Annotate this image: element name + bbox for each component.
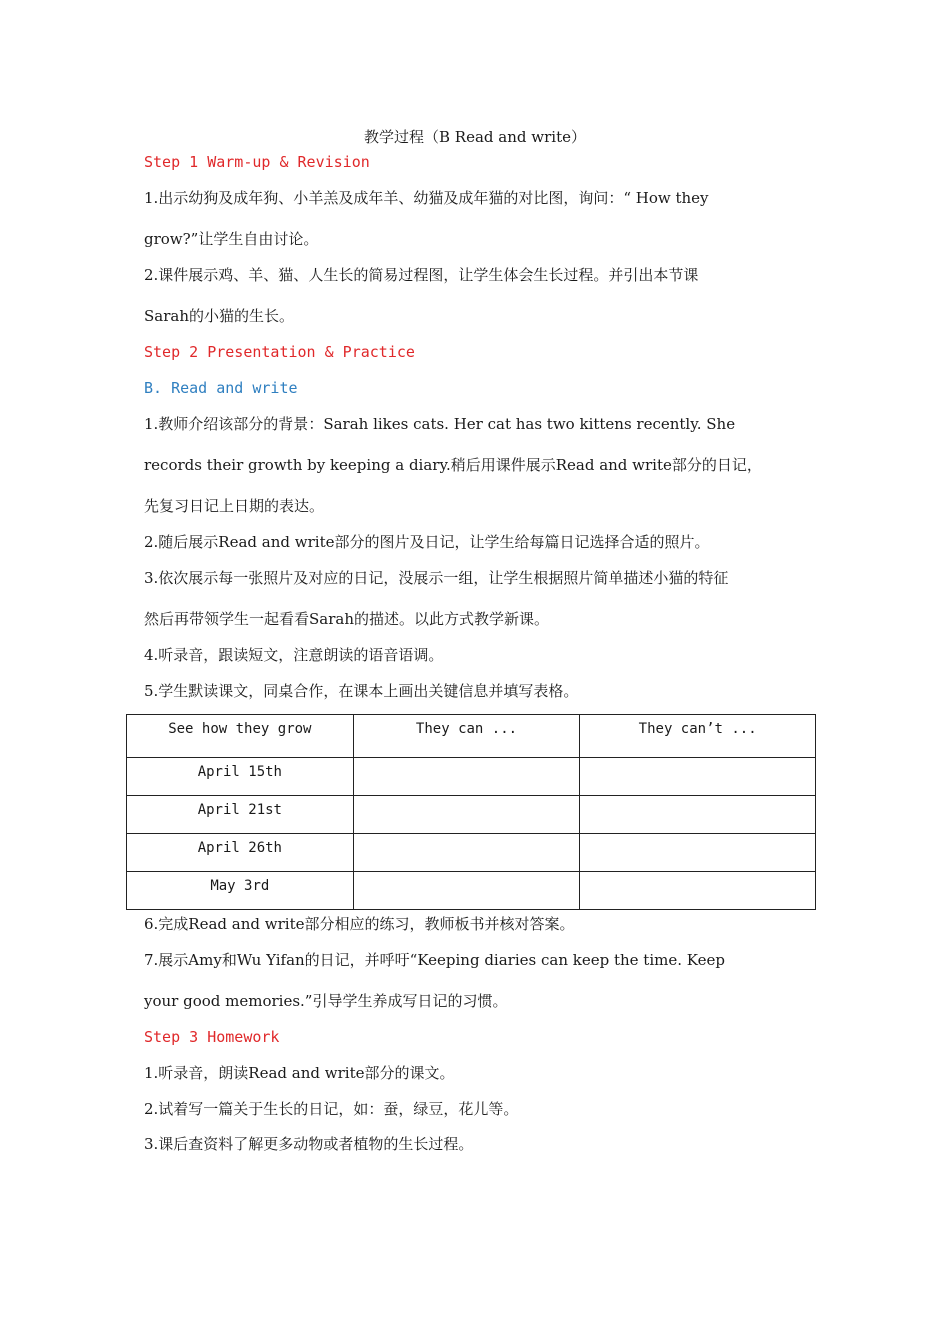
table-row bbox=[127, 872, 816, 910]
step2-subheading: B. Read and write bbox=[144, 379, 298, 397]
table-row bbox=[127, 834, 816, 872]
step2-item1-line2: records their growth by keeping a diary.稍后用课件展示Read and write部分的日记， bbox=[144, 456, 762, 474]
step3-item3: 3.课后查资料了解更多动物或者植物的生长过程。 bbox=[144, 1135, 474, 1153]
step2-item3-line1: 3.依次展示每一张照片及对应的日记，没展示一组，让学生根据照片简单描述小猫的特征 bbox=[144, 569, 729, 587]
page-title: 教学过程（B Read and write） bbox=[364, 128, 586, 146]
step2-item7-line2: your good memories.”引导学生养成写日记的习惯。 bbox=[144, 992, 508, 1010]
table-cell-date: April 21st bbox=[127, 796, 354, 834]
table-cell bbox=[580, 796, 816, 834]
table-cell-date: April 15th bbox=[127, 758, 354, 796]
table-cell bbox=[353, 758, 580, 796]
table-cell-date: April 26th bbox=[127, 834, 354, 872]
step3-heading: Step 3 Homework bbox=[144, 1028, 280, 1046]
table-row bbox=[127, 796, 816, 834]
step2-item5: 5.学生默读课文，同桌合作，在课本上画出关键信息并填写表格。 bbox=[144, 682, 579, 700]
table-cell bbox=[580, 872, 816, 910]
step2-item6: 6.完成Read and write部分相应的练习，教师板书并核对答案。 bbox=[144, 915, 575, 933]
table-cell bbox=[353, 834, 580, 872]
step2-item7-line1: 7.展示Amy和Wu Yifan的日记，并呼吁“Keeping diaries can keep the time. Keep bbox=[144, 951, 725, 969]
step3-item2: 2.试着写一篇关于生长的日记，如：蚕，绿豆，花儿等。 bbox=[144, 1100, 519, 1118]
table-header-row bbox=[127, 715, 816, 758]
step1-item1-line2: grow?”让学生自由讨论。 bbox=[144, 230, 319, 248]
table-cell bbox=[353, 872, 580, 910]
step3-item1: 1.听录音，朗读Read and write部分的课文。 bbox=[144, 1064, 455, 1082]
step2-item1-line1: 1.教师介绍该部分的背景：Sarah likes cats. Her cat has two kittens recently. She bbox=[144, 415, 736, 433]
step1-item2-line2: Sarah的小猫的生长。 bbox=[144, 307, 294, 325]
table-cell bbox=[353, 796, 580, 834]
step1-item1-line1: 1.出示幼狗及成年狗、小羊羔及成年羊、幼猫及成年猫的对比图，询问：“ How they bbox=[144, 189, 709, 207]
table-cell bbox=[580, 834, 816, 872]
table-cell-date: May 3rd bbox=[127, 872, 354, 910]
table-header-cell: They can’t ... bbox=[580, 715, 816, 758]
step2-item2: 2.随后展示Read and write部分的图片及日记，让学生给每篇日记选择合适的照片。 bbox=[144, 533, 710, 551]
step2-item3-line2: 然后再带领学生一起看看Sarah的描述。以此方式教学新课。 bbox=[144, 610, 549, 628]
growth-table bbox=[126, 714, 816, 910]
table-header-cell: They can ... bbox=[353, 715, 580, 758]
table-cell bbox=[580, 758, 816, 796]
step2-item4: 4.听录音，跟读短文，注意朗读的语音语调。 bbox=[144, 646, 444, 664]
step1-item2-line1: 2.课件展示鸡、羊、猫、人生长的简易过程图，让学生体会生长过程。并引出本节课 bbox=[144, 266, 699, 284]
table-row bbox=[127, 758, 816, 796]
step2-item1-line3: 先复习日记上日期的表达。 bbox=[144, 497, 325, 515]
step2-heading: Step 2 Presentation & Practice bbox=[144, 343, 415, 361]
table-header-cell: See how they grow bbox=[127, 715, 354, 758]
step1-heading: Step 1 Warm-up & Revision bbox=[144, 153, 370, 171]
